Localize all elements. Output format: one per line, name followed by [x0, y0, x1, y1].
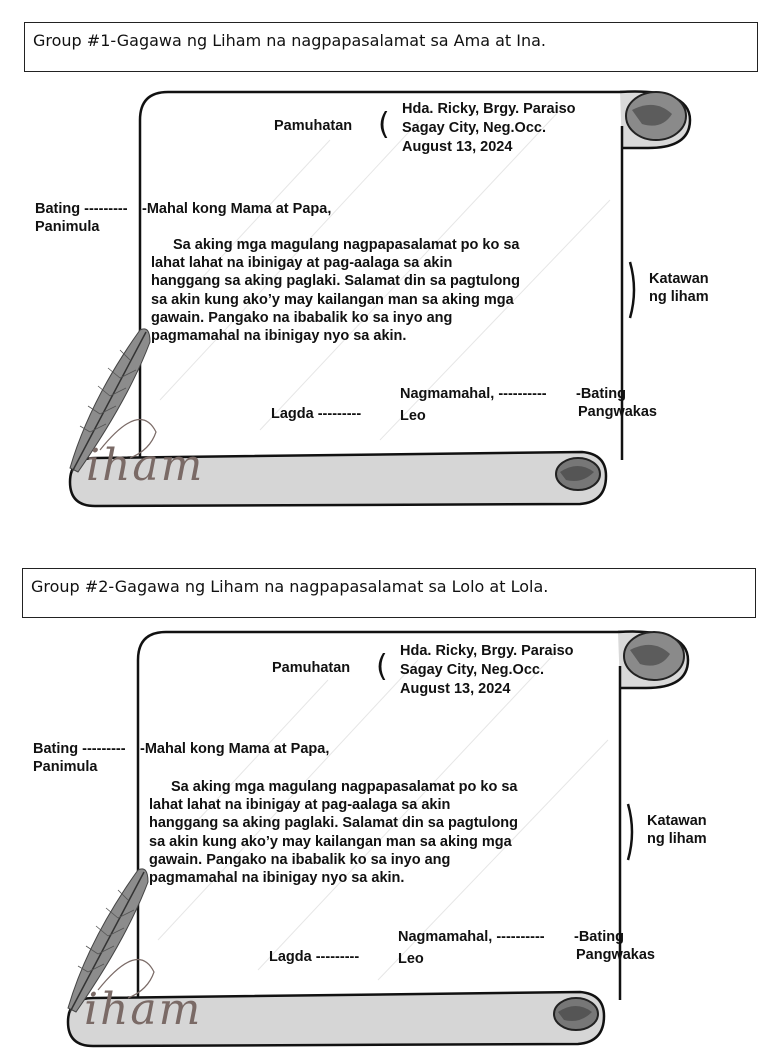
- body-line: lahat lahat na ibinigay at pag-aalaga sa akin: [149, 797, 451, 814]
- closing: Nagmamahal, ----------: [400, 386, 547, 402]
- pamuhatan-label: Pamuhatan: [272, 660, 351, 676]
- letter-date: August 13, 2024: [402, 139, 513, 155]
- bating-panimula-label-2: Panimula: [35, 219, 100, 235]
- group-1-title: Group #1-Gagawa ng Liham na nagpapasalamat sa Ama at Ina.: [33, 31, 546, 50]
- bating-panimula-label-1: Bating ---------: [33, 741, 126, 757]
- liham-logo-text: iham: [86, 440, 205, 491]
- body-line: gawain. Pangako na ibabalik ko sa inyo ang: [149, 851, 451, 868]
- body-line: sa akin kung ako’y may kailangan man sa aking mga: [151, 291, 514, 308]
- katawan-label-1: Katawan: [647, 813, 707, 829]
- signature: Leo: [398, 951, 424, 967]
- bating-pangwakas-label-1: -Bating: [576, 386, 626, 402]
- group-1-title-box: [24, 22, 758, 72]
- letter-body: [151, 236, 621, 345]
- address-line-2: Sagay City, Neg.Occ.: [400, 662, 544, 678]
- bating-pangwakas-label-1: -Bating: [574, 929, 624, 945]
- katawan-label-2: ng liham: [649, 289, 709, 305]
- bating-pangwakas-label-2: Pangwakas: [576, 947, 655, 963]
- group-2-title: Group #2-Gagawa ng Liham na nagpapasalamat sa Lolo at Lola.: [31, 577, 549, 596]
- body-line: Sa aking mga magulang nagpapasalamat po ko sa: [173, 237, 520, 253]
- bating-panimula-label-1: Bating ---------: [35, 201, 128, 217]
- body-line: Sa aking mga magulang nagpapasalamat po ko sa: [171, 779, 518, 795]
- pamuhatan-bracket: (: [378, 107, 390, 142]
- body-line: pagmamahal na ibinigay nyo sa akin.: [151, 328, 407, 345]
- pamuhatan-label: Pamuhatan: [274, 118, 353, 134]
- bating-pangwakas-label-2: Pangwakas: [578, 404, 657, 420]
- group-2-title-box: [22, 568, 756, 618]
- letter-body: [149, 778, 619, 887]
- liham-logo-text: iham: [84, 984, 203, 1035]
- greeting: -Mahal kong Mama at Papa,: [142, 201, 332, 217]
- katawan-bracket: [626, 260, 642, 320]
- letter-date: August 13, 2024: [400, 681, 511, 697]
- address-line-1: Hda. Ricky, Brgy. Paraiso: [402, 101, 576, 117]
- body-line: hanggang sa aking paglaki. Salamat din sa pagtulong: [151, 273, 521, 290]
- letter-1: [0, 80, 768, 520]
- signature: Leo: [400, 408, 426, 424]
- address-line-2: Sagay City, Neg.Occ.: [402, 120, 546, 136]
- lagda-label: Lagda ---------: [269, 949, 360, 965]
- pamuhatan-bracket: (: [376, 649, 388, 684]
- lagda-label: Lagda ---------: [271, 406, 362, 422]
- body-line: pagmamahal na ibinigay nyo sa akin.: [149, 870, 405, 887]
- body-line: sa akin kung ako’y may kailangan man sa aking mga: [149, 833, 512, 850]
- address-line-1: Hda. Ricky, Brgy. Paraiso: [400, 643, 574, 659]
- katawan-label-1: Katawan: [649, 271, 709, 287]
- closing: Nagmamahal, ----------: [398, 929, 545, 945]
- letter-2: [0, 620, 766, 1060]
- greeting: -Mahal kong Mama at Papa,: [140, 741, 330, 757]
- body-line: gawain. Pangako na ibabalik ko sa inyo ang: [151, 309, 453, 326]
- body-line: hanggang sa aking paglaki. Salamat din sa pagtulong: [149, 815, 519, 832]
- katawan-label-2: ng liham: [647, 831, 707, 847]
- bating-panimula-label-2: Panimula: [33, 759, 98, 775]
- body-line: lahat lahat na ibinigay at pag-aalaga sa akin: [151, 255, 453, 272]
- katawan-bracket: [624, 802, 640, 862]
